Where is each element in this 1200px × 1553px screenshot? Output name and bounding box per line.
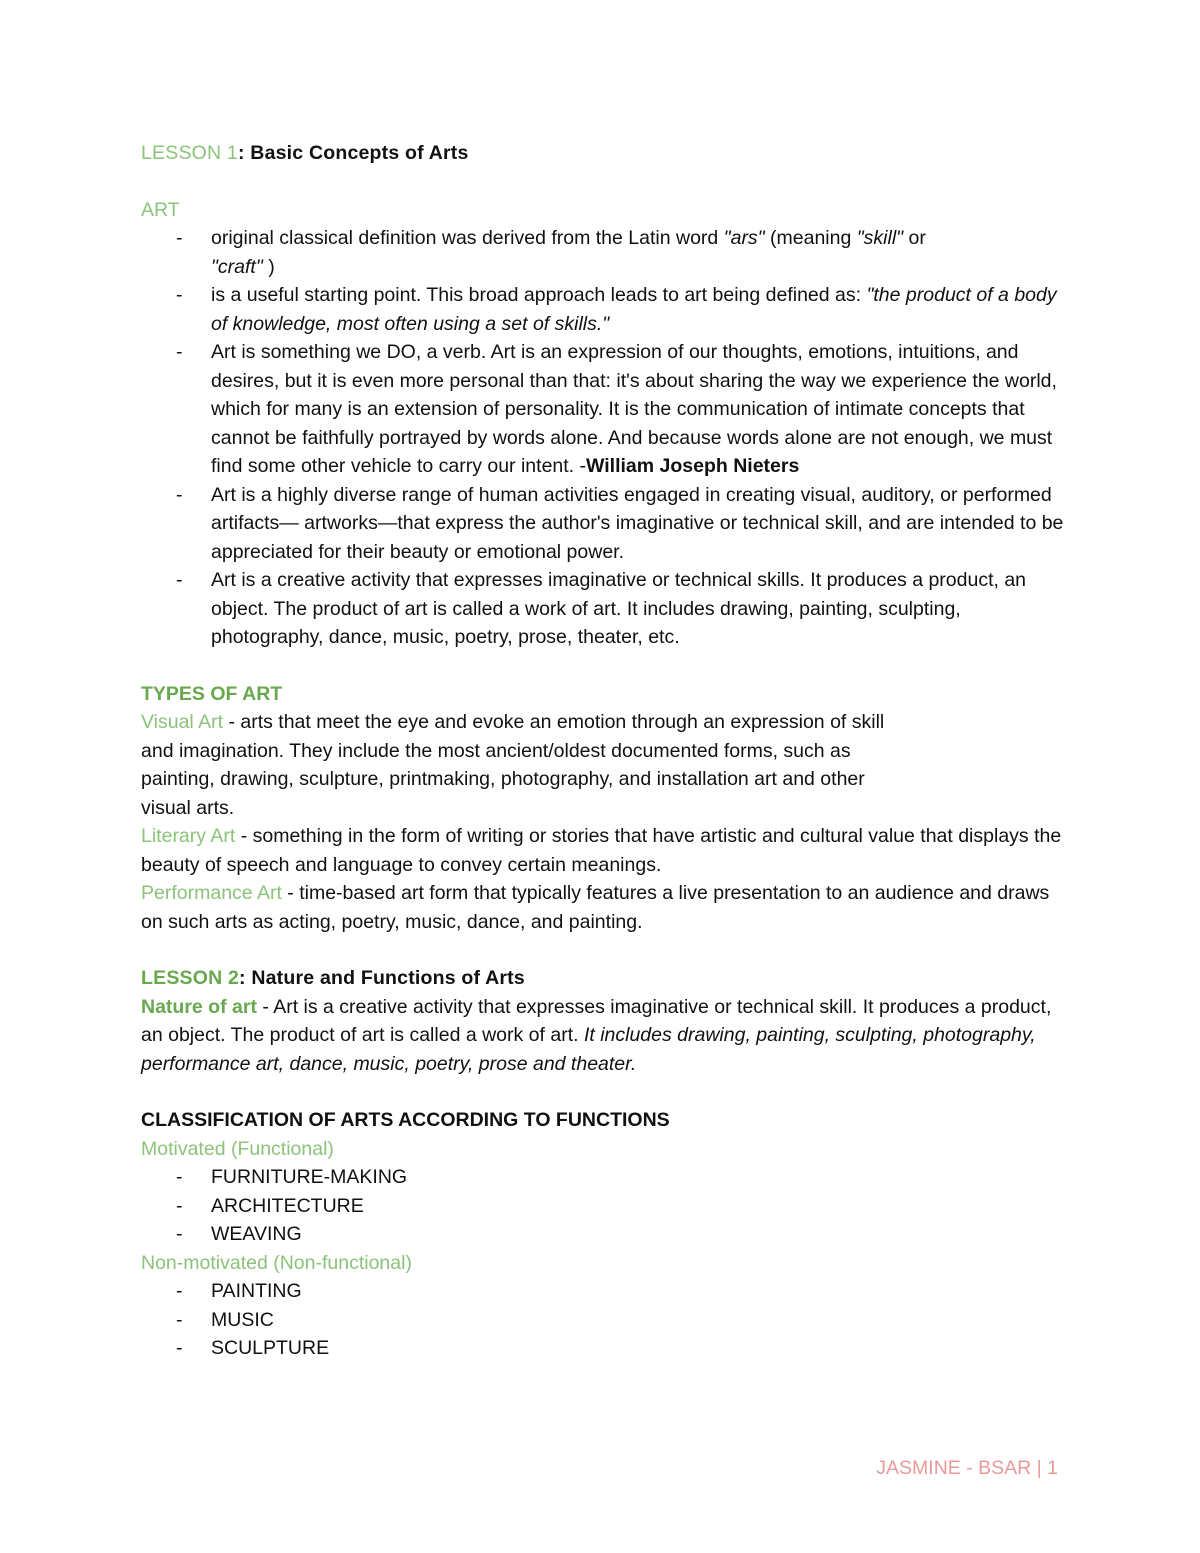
italic-text: "craft" (211, 255, 263, 278)
list-item: - SCULPTURE (141, 1334, 1066, 1363)
text: is a useful starting point. This broad approach leads to art being defined as: (211, 284, 867, 306)
lesson1-colon: : (237, 142, 251, 164)
motivated-list (141, 1163, 1066, 1249)
text: ) (262, 255, 275, 278)
text: Art is something we DO, a verb. Art is an expression of our thoughts, emotions, intuitions, and desires, but it is even more personal than that: it's about sharing the way we experience the world, which for many is an extension of personality. It is the communication of intimate concepts that cannot be faithfully portrayed by words alone. And because words alone are not enough, we must find some other vehicle to carry our intent. - (211, 341, 1057, 477)
text: or (903, 227, 926, 249)
text: - Art is a creative activity that expresses imaginative or technical skill. It produces a product, an object. The product of art is called a work of art. (141, 995, 1052, 1046)
non-motivated-label: Non-motivated (Non-functional) (141, 1251, 412, 1274)
performance-art-label: Performance Art (141, 882, 282, 904)
list-item: - WEAVING (141, 1220, 1066, 1249)
nature-of-art-label: Nature of art (141, 995, 257, 1018)
document-page (141, 139, 1066, 1363)
italic-text: "skill" (856, 227, 904, 249)
lesson1-title (141, 139, 1066, 168)
italic-text: "the product of a body of knowledge, most often using a set of skills." (211, 284, 1057, 335)
author-name: William Joseph Nieters (586, 455, 800, 477)
list-item: - Art is a highly diverse range of human activities engaged in creating visual, auditory, or performed artifacts— artworks—that express the author's imaginative or technical skill, and are intended to be appreciated for their beauty or emotional power. (141, 481, 1066, 567)
lesson1-label: LESSON 1 (141, 142, 238, 164)
text: painting, drawing, sculpture, printmaking, photography, and installation art and other (141, 768, 865, 790)
text: and imagination. They include the most ancient/oldest documented forms, such as (141, 739, 851, 762)
text: - arts that meet the eye and evoke an emotion through an expression of skill (223, 711, 885, 733)
list-item: - MUSIC (141, 1306, 1066, 1335)
list-item (141, 338, 1066, 481)
non-motivated-list (141, 1277, 1066, 1363)
list-item (141, 224, 1066, 281)
art-heading: ART (141, 198, 180, 221)
lesson2-title-text: Nature and Functions of Arts (251, 967, 525, 989)
list-item: - ARCHITECTURE (141, 1192, 1066, 1221)
italic-text: "ars" (723, 227, 765, 249)
text: - something in the form of writing or stories that have artistic and cultural value that displays the beauty of speech and language to convey certain meanings. (141, 825, 1062, 876)
nature-of-art-paragraph (141, 993, 1066, 1079)
classification-heading: CLASSIFICATION OF ARTS ACCORDING TO FUNCTIONS (141, 1109, 670, 1131)
literary-art-paragraph (141, 822, 1066, 879)
text: (meaning (764, 227, 857, 249)
lesson2-label: LESSON 2 (141, 967, 240, 989)
performance-art-paragraph (141, 879, 1066, 936)
text: original classical definition was derived from the Latin word (211, 227, 724, 249)
text: visual arts. (141, 796, 235, 819)
motivated-label: Motivated (Functional) (141, 1137, 334, 1160)
visual-art-label: Visual Art (141, 711, 224, 733)
literary-art-label: Literary Art (141, 825, 236, 847)
italic-text: It includes drawing, painting, sculpting, photography, performance art, dance, music, poetry, prose and theater. (141, 1024, 1036, 1075)
list-item: - PAINTING (141, 1277, 1066, 1306)
text: - time-based art form that typically features a live presentation to an audience and draws on such arts as acting, poetry, music, dance, and painting. (141, 882, 1050, 933)
list-item: - FURNITURE-MAKING (141, 1163, 1066, 1192)
lesson2-colon: : (239, 967, 252, 989)
lesson1-title-text: Basic Concepts of Arts (250, 142, 469, 164)
visual-art-paragraph (141, 708, 1066, 822)
page-footer: JASMINE - BSAR | 1 (876, 1457, 1058, 1479)
list-item (141, 281, 1066, 338)
art-definition-list (141, 224, 1066, 652)
types-heading: TYPES OF ART (141, 682, 283, 705)
lesson2-title (141, 964, 1066, 993)
list-item: - Art is a creative activity that expresses imaginative or technical skills. It produces a product, an object. The product of art is called a work of art. It includes drawing, painting, sculpting, photography, dance, music, poetry, prose, theater, etc. (141, 566, 1066, 652)
